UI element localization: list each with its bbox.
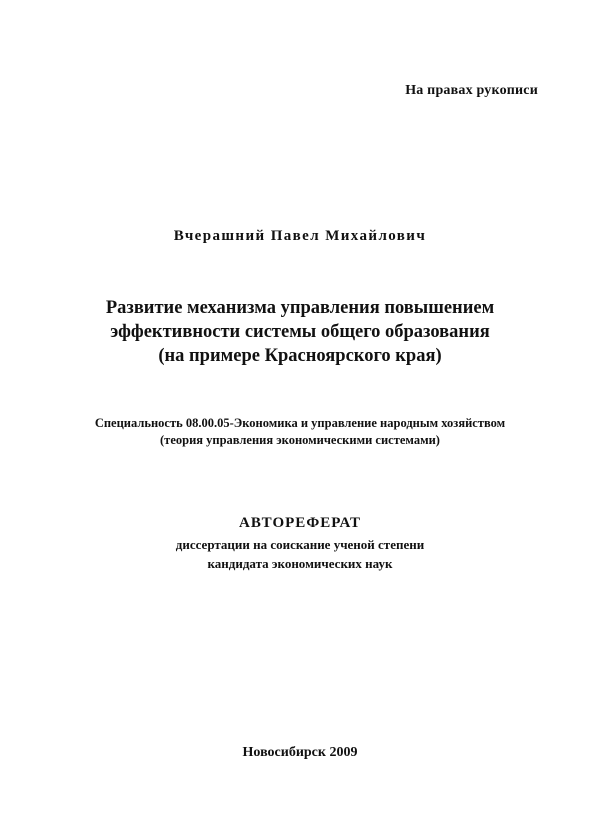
dissertation-title [0, 296, 600, 368]
specialty-line: Специальность 08.00.05-Экономика и управление народным хозяйством [94, 416, 506, 430]
specialty-subline: (теория управления экономическими системами) [160, 433, 440, 447]
document-type-heading: АВТОРЕФЕРАТ [239, 515, 361, 531]
specialty-block [0, 415, 600, 449]
abstract-block [0, 514, 600, 573]
author-name: Вчерашний Павел Михайлович [173, 228, 427, 244]
title-line-2: эффективности системы общего образования [110, 322, 490, 342]
title-line-1: Развитие механизма управления повышением [105, 298, 495, 318]
place-and-year: Новосибирск 2009 [242, 745, 358, 760]
title-line-3: (на примере Красноярского края) [158, 346, 442, 366]
manuscript-rights-note: На правах рукописи [405, 83, 538, 98]
degree-line-1: диссертации на соискание ученой степени [175, 537, 425, 552]
degree-line-2: кандидата экономических наук [207, 556, 393, 571]
